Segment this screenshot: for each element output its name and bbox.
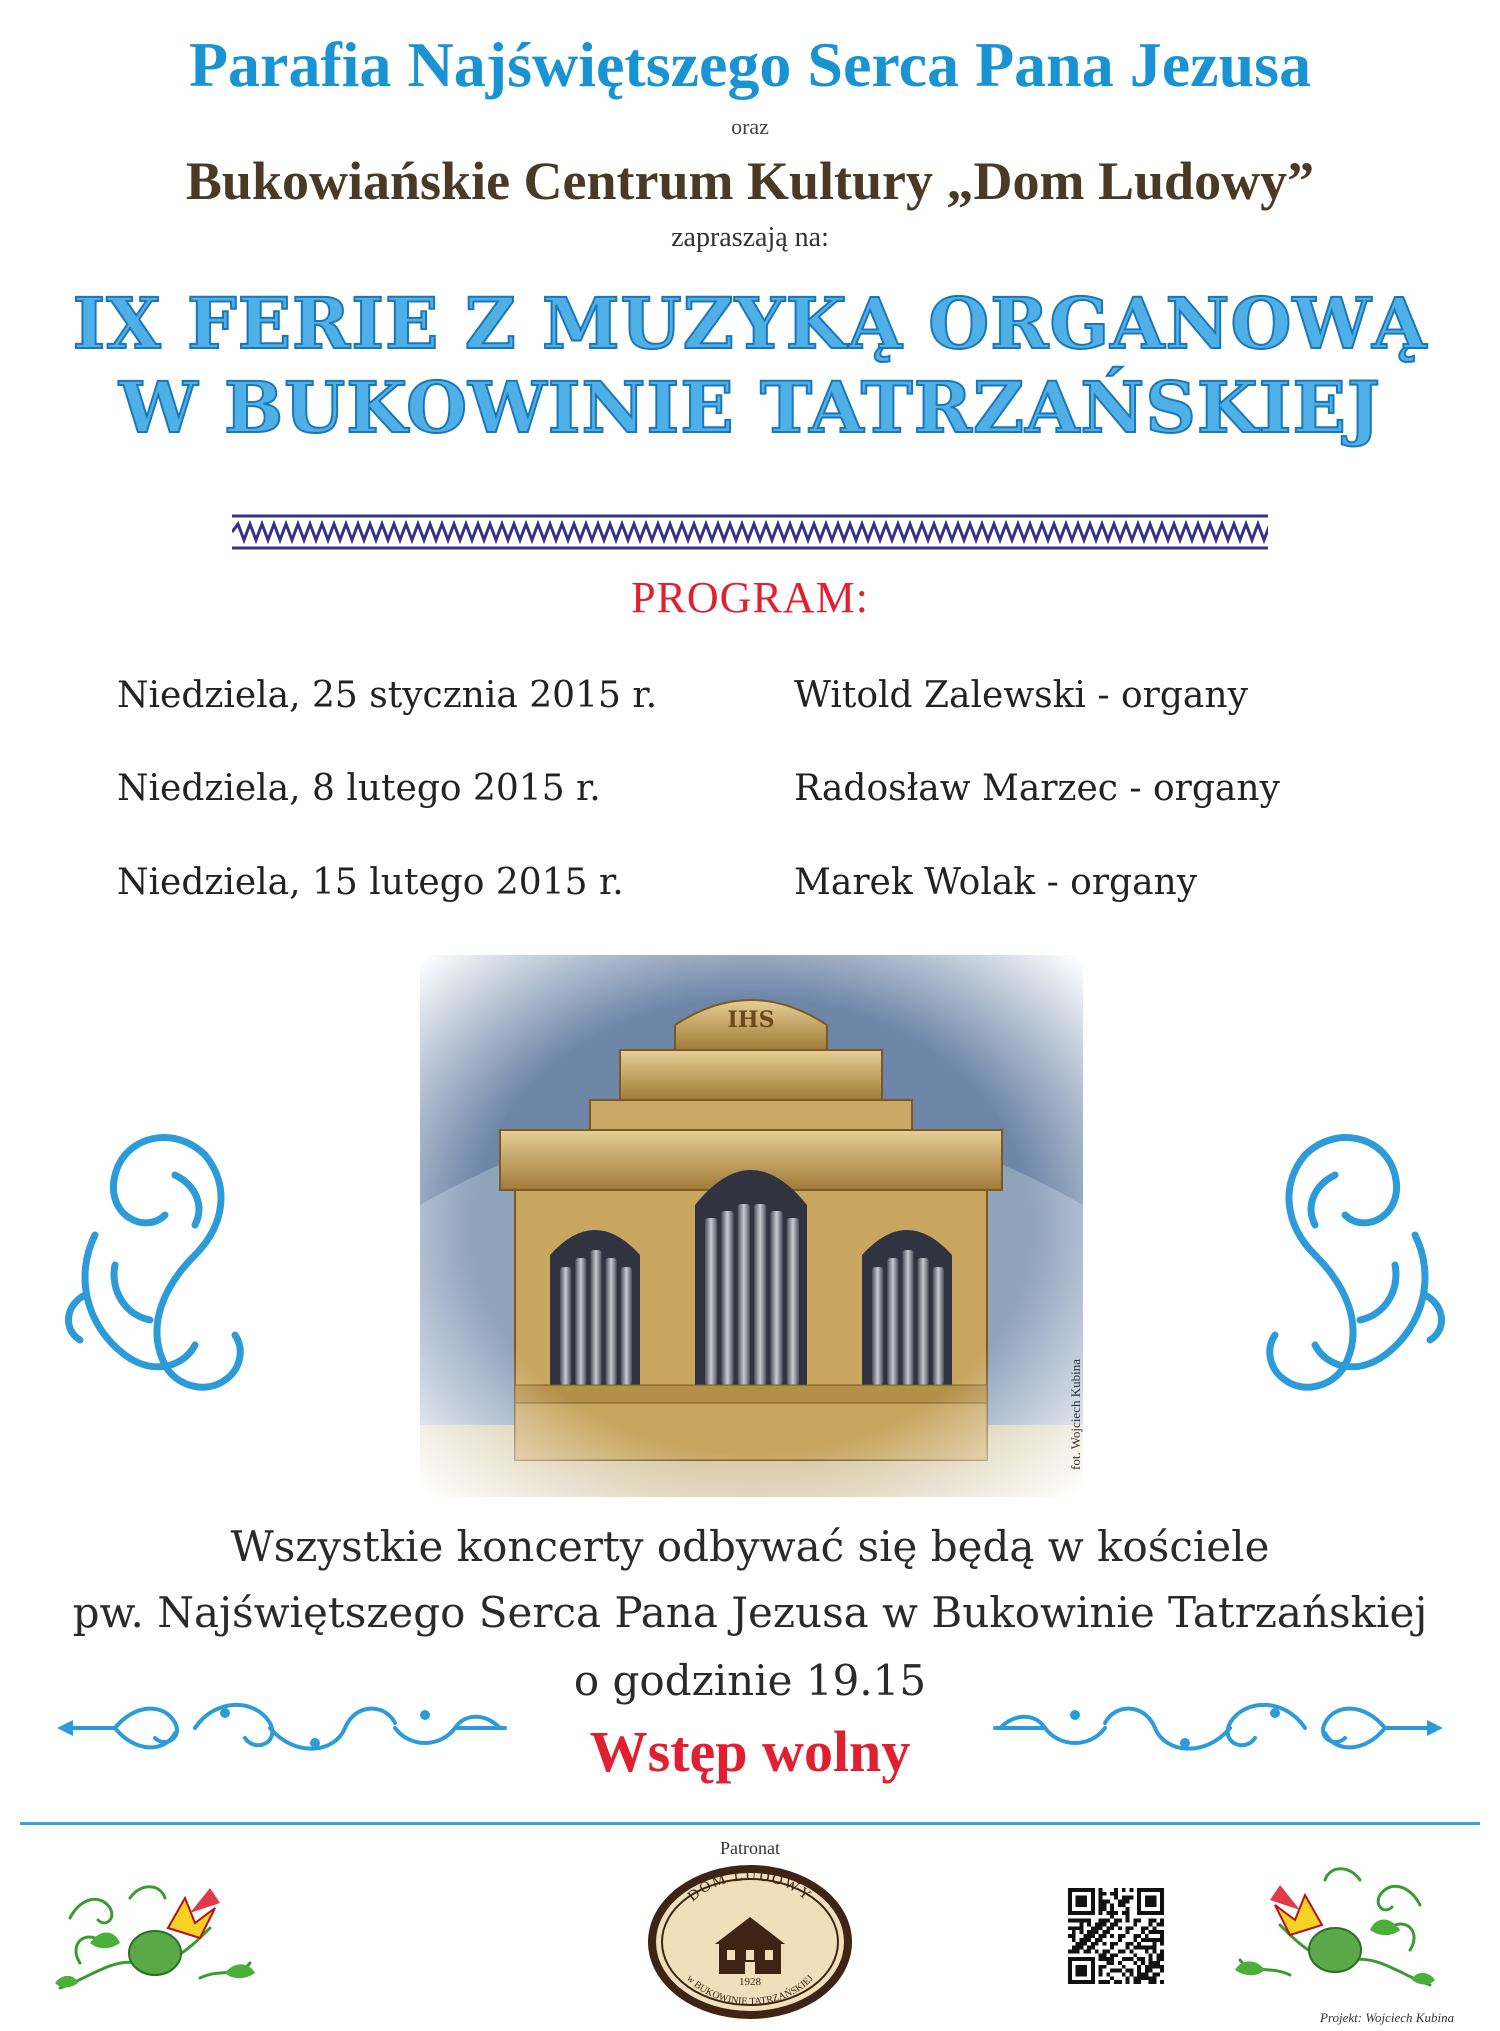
concert-date: Niedziela, 15 lutego 2015 r. [117,862,624,903]
venue-note-time: o godzinie 19.15 [573,1656,927,1705]
program-label: PROGRAM: [631,573,869,622]
angel-ornament-icon [55,1115,265,1415]
concert-performer: Radosław Marzec - organy [794,768,1280,809]
logo-year: 1928 [739,1976,761,1988]
footer-divider [20,1822,1480,1825]
parish-heading: Parafia Najświętszego Serca Pana Jezusa [188,29,1312,100]
conjunction-text: oraz [731,114,769,139]
venue-note-line-1: Wszystkie koncerty odbywać się będą w kościele [230,1522,1270,1571]
venue-note-line-2: pw. Najświętszego Serca Pana Jezusa w Bukowinie Tatrzańskiej [72,1588,1428,1637]
project-credit: Projekt: Wojciech Kubina [1320,2010,1455,2025]
invitation-text: zapraszają na: [671,222,829,253]
dom-ludowy-logo [645,1862,855,2022]
culture-centre-heading: Bukowiańskie Centrum Kultury „Dom Ludowy” [185,151,1315,211]
photo-credit: fot. Wojciech Kubina [1068,1359,1083,1470]
free-entry-label: Wstęp wolny [589,1719,911,1784]
logo-top-text: DOM LUDOWY [685,1867,815,1905]
floral-ornament-icon [50,1868,280,1998]
concert-performer: Witold Zalewski - organy [794,675,1248,716]
logo-bottom-text: w BUKOWINIE TATRZAŃSKIEJ [684,1973,816,2008]
concert-date: Niedziela, 25 stycznia 2015 r. [117,675,658,716]
folk-zigzag-divider [232,512,1268,552]
angel-ornament-icon [1245,1115,1455,1415]
patronage-label: Patronat [720,1838,780,1858]
event-title-line-1: IX FERIE Z MUZYKĄ ORGANOWĄ [72,282,1428,365]
event-title-line-2: W BUKOWINIE TATRZAŃSKIEJ [119,366,1381,449]
concert-date: Niedziela, 8 lutego 2015 r. [117,768,601,809]
concert-performer: Marek Wolak - organy [794,862,1198,903]
organ-illustration [420,955,1083,1497]
floral-ornament-icon [1200,1855,1440,2005]
qr-code [1068,1888,1164,1984]
